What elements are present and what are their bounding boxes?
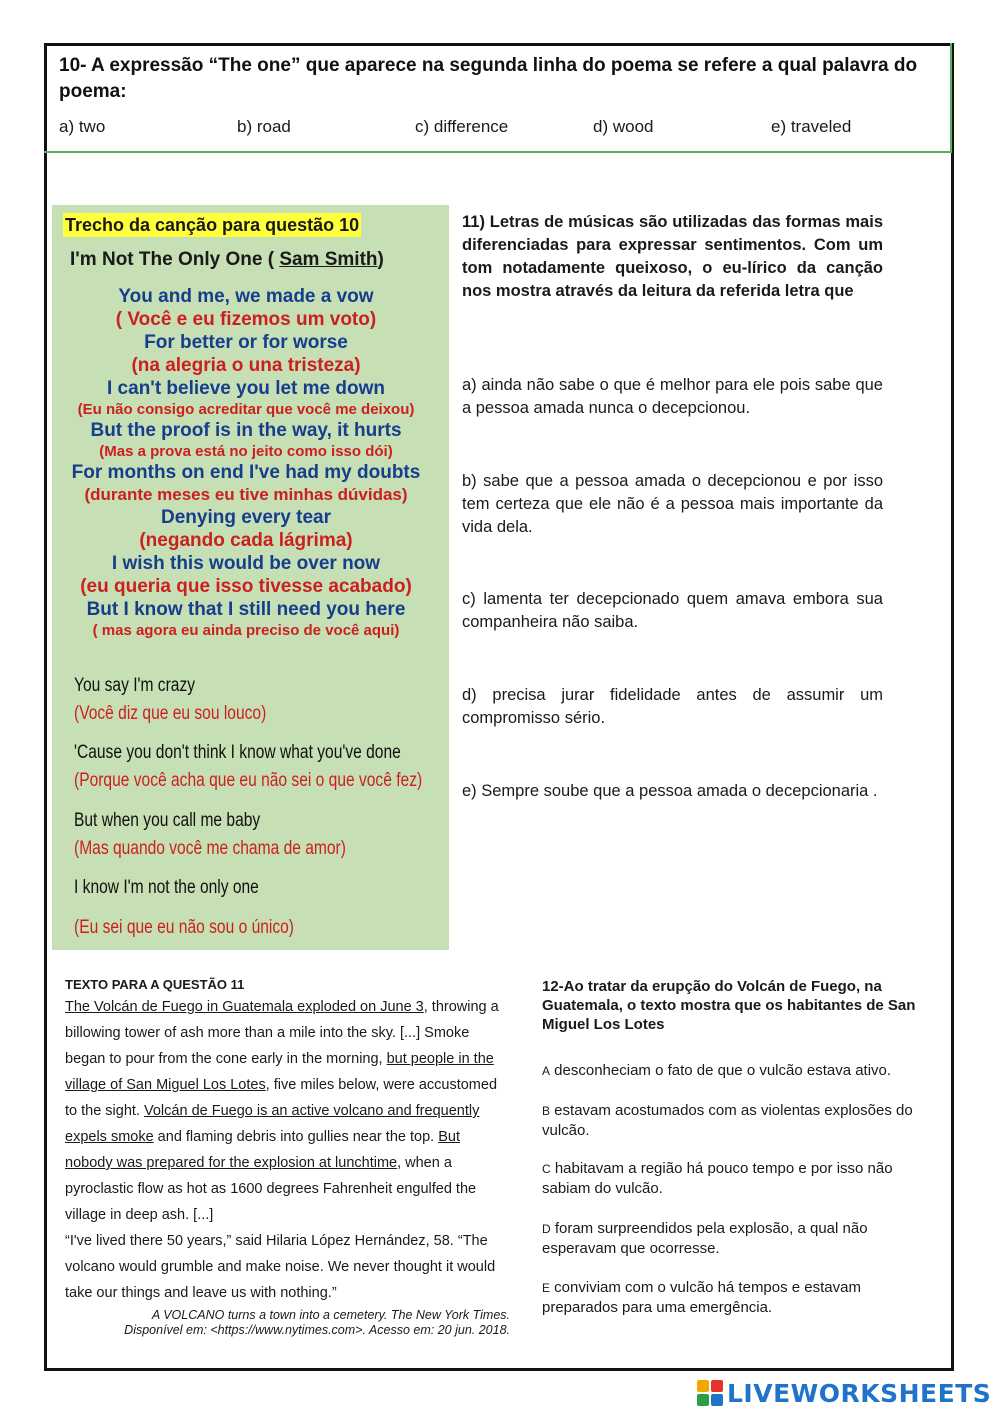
question-10-option-a[interactable]: a) two: [59, 117, 106, 136]
question-12-option-b[interactable]: [542, 1101, 940, 1141]
source-citation: [65, 1308, 510, 1338]
option-letter: B: [542, 1104, 551, 1118]
question-10: [44, 43, 952, 153]
question-11-option-c[interactable]: c) lamenta ter decepcionado quem amava embora sua companheira não saiba.: [462, 590, 883, 631]
lyric-line-english: You and me, we made a vow: [118, 286, 374, 307]
option-letter: E: [542, 1281, 551, 1295]
logo-square: [711, 1394, 723, 1406]
lyric-line-portuguese: (na alegria o una tristeza): [131, 355, 361, 376]
underlined-phrase-1: The Volcán de Fuego in Guatemala exploded on June 3: [65, 999, 424, 1015]
question-11-stem: 11) Letras de músicas são utilizadas das formas mais diferenciadas para expressar sentimentos. Com um tom notadamente queixoso, o eu-lírico da canção nos mostra através da leitura da referida letra que: [462, 213, 883, 300]
song-header: Trecho da canção para questão 10: [65, 215, 360, 235]
question-10-option-e[interactable]: e) traveled: [771, 117, 852, 136]
liveworksheets-logo: [697, 1377, 991, 1409]
text-segment: and flaming debris into gullies near the top.: [153, 1129, 439, 1145]
lyric-line-english: I wish this would be over now: [111, 553, 381, 574]
option-text: estavam acostumados com as violentas explosões do vulcão.: [542, 1102, 913, 1139]
song-title-prefix: I'm Not The Only One (: [70, 249, 280, 270]
lyric-line-english: But I know that I still need you here: [86, 599, 406, 620]
song-lyrics: [52, 285, 440, 640]
question-10-option-b[interactable]: b) road: [237, 117, 291, 136]
lyric-line-portuguese: (negando cada lágrima): [139, 530, 353, 551]
chorus-line-portuguese: (Mas quando você me chama de amor): [74, 838, 346, 859]
question-11-option-e[interactable]: e) Sempre soube que a pessoa amada o decepcionaria .: [462, 782, 878, 800]
underlined-phrase-2: but people in the village of San Miguel Los Lotes: [65, 1051, 494, 1093]
question-12-option-c[interactable]: [542, 1159, 940, 1199]
source-line-2: Disponível em: <https://www.nytimes.com>. Acesso em: 20 jun. 2018.: [124, 1323, 510, 1337]
underlined-phrase-4: But nobody was prepared for the explosion at lunchtime: [65, 1129, 460, 1171]
question-12-stem: 12-Ao tratar da erupção do Volcán de Fuego, na Guatemala, o texto mostra que os habitantes de San Miguel Los Lotes: [542, 978, 916, 1033]
question-12-option-d[interactable]: [542, 1219, 940, 1259]
question-12-option-a[interactable]: [542, 1061, 940, 1081]
lyric-line-portuguese: (Mas a prova está no jeito como isso dói): [99, 443, 393, 460]
chorus-line-english: I know I'm not the only one: [74, 877, 259, 898]
text-segment: , throwing a billowing tower of ash more than a mile into the sky. [...] Smoke began to pour from the cone early in the morning,: [65, 999, 499, 1067]
logo-wordmark: LIVEWORKSHEETS: [727, 1378, 992, 1408]
question-11: [462, 211, 883, 800]
question-12: [542, 977, 940, 1316]
question-11-option-d[interactable]: d) precisa jurar fidelidade antes de assumir um compromisso sério.: [462, 686, 883, 727]
lyric-line-english: Denying every tear: [160, 507, 332, 528]
song-title: [70, 249, 384, 271]
underlined-phrase-3: Volcán de Fuego is an active volcano and frequently expels smoke: [65, 1103, 480, 1145]
reading-text: [65, 977, 510, 1338]
quote-paragraph: “I've lived there 50 years,” said Hilaria López Hernández, 58. “The volcano would grumble and make noise. We never thought it would take our things and leave us with nothing.”: [65, 1233, 496, 1301]
option-letter: A: [542, 1064, 551, 1078]
question-12-option-e[interactable]: [542, 1278, 940, 1318]
lyric-line-portuguese: (durante meses eu tive minhas dúvidas): [84, 485, 408, 504]
chorus-line-english: 'Cause you don't think I know what you've done: [74, 742, 401, 763]
song-artist: Sam Smith: [279, 249, 378, 270]
text-segment: , five miles below, were accustomed to the sight.: [65, 1077, 498, 1119]
logo-square: [697, 1394, 709, 1406]
lyric-line-portuguese: ( Você e eu fizemos um voto): [115, 309, 377, 330]
chorus-line-portuguese: (Você diz que eu sou louco): [74, 703, 267, 724]
logo-square: [697, 1380, 709, 1392]
chorus-line-english: But when you call me baby: [74, 810, 261, 831]
question-11-option-b[interactable]: b) sabe que a pessoa amada o decepcionou e por isso tem certeza que ele não é a pessoa mais importante da vida dela.: [462, 472, 883, 536]
option-letter: C: [542, 1162, 551, 1176]
option-letter: D: [542, 1222, 551, 1236]
option-text: conviviam com o vulcão há tempos e estavam preparados para uma emergência.: [542, 1279, 861, 1316]
lyric-line-english: For months on end I've had my doubts: [71, 462, 421, 483]
chorus-line-portuguese: (Eu sei que eu não sou o único): [74, 917, 295, 938]
logo-icon: [697, 1380, 723, 1406]
option-text: desconheciam o fato de que o vulcão estava ativo.: [550, 1062, 892, 1079]
chorus-line-portuguese: (Porque você acha que eu não sei o que você fez): [74, 770, 423, 791]
question-10-option-c[interactable]: c) difference: [415, 117, 509, 136]
question-10-option-d[interactable]: d) wood: [593, 117, 654, 136]
lyric-line-portuguese: (Eu não consigo acreditar que você me deixou): [77, 401, 415, 418]
question-11-option-a[interactable]: a) ainda não sabe o que é melhor para ele pois sabe que a pessoa amada nunca o decepcionou.: [462, 376, 883, 417]
text-segment: , when a pyroclastic flow as hot as 1600 degrees Fahrenheit engulfed the village in deep ash. [...]: [65, 1155, 477, 1223]
lyric-line-portuguese: ( mas agora eu ainda preciso de você aqui): [92, 622, 400, 639]
song-title-suffix: ): [377, 249, 384, 270]
logo-square: [711, 1380, 723, 1392]
lyric-line-english: But the proof is in the way, it hurts: [90, 420, 402, 441]
option-text: foram surpreendidos pela explosão, a qual não esperavam que ocorresse.: [542, 1220, 868, 1257]
source-line-1: A VOLCANO turns a town into a cemetery. The New York Times.: [151, 1308, 510, 1322]
chorus-line-english: You say I'm crazy: [74, 675, 196, 696]
lyric-line-portuguese: (eu queria que isso tivesse acabado): [80, 576, 412, 597]
option-text: habitavam a região há pouco tempo e por isso não sabiam do vulcão.: [542, 1160, 893, 1197]
lyric-line-english: I can't believe you let me down: [107, 378, 385, 399]
reading-text-body: [65, 994, 510, 1306]
reading-text-header: TEXTO PARA A QUESTÃO 11: [65, 977, 245, 992]
lyric-line-english: For better or for worse: [144, 332, 348, 353]
song-excerpt-box: [52, 205, 449, 950]
question-10-stem: 10- A expressão “The one” que aparece na segunda linha do poema se refere a qual palavra do poema:: [59, 55, 918, 102]
